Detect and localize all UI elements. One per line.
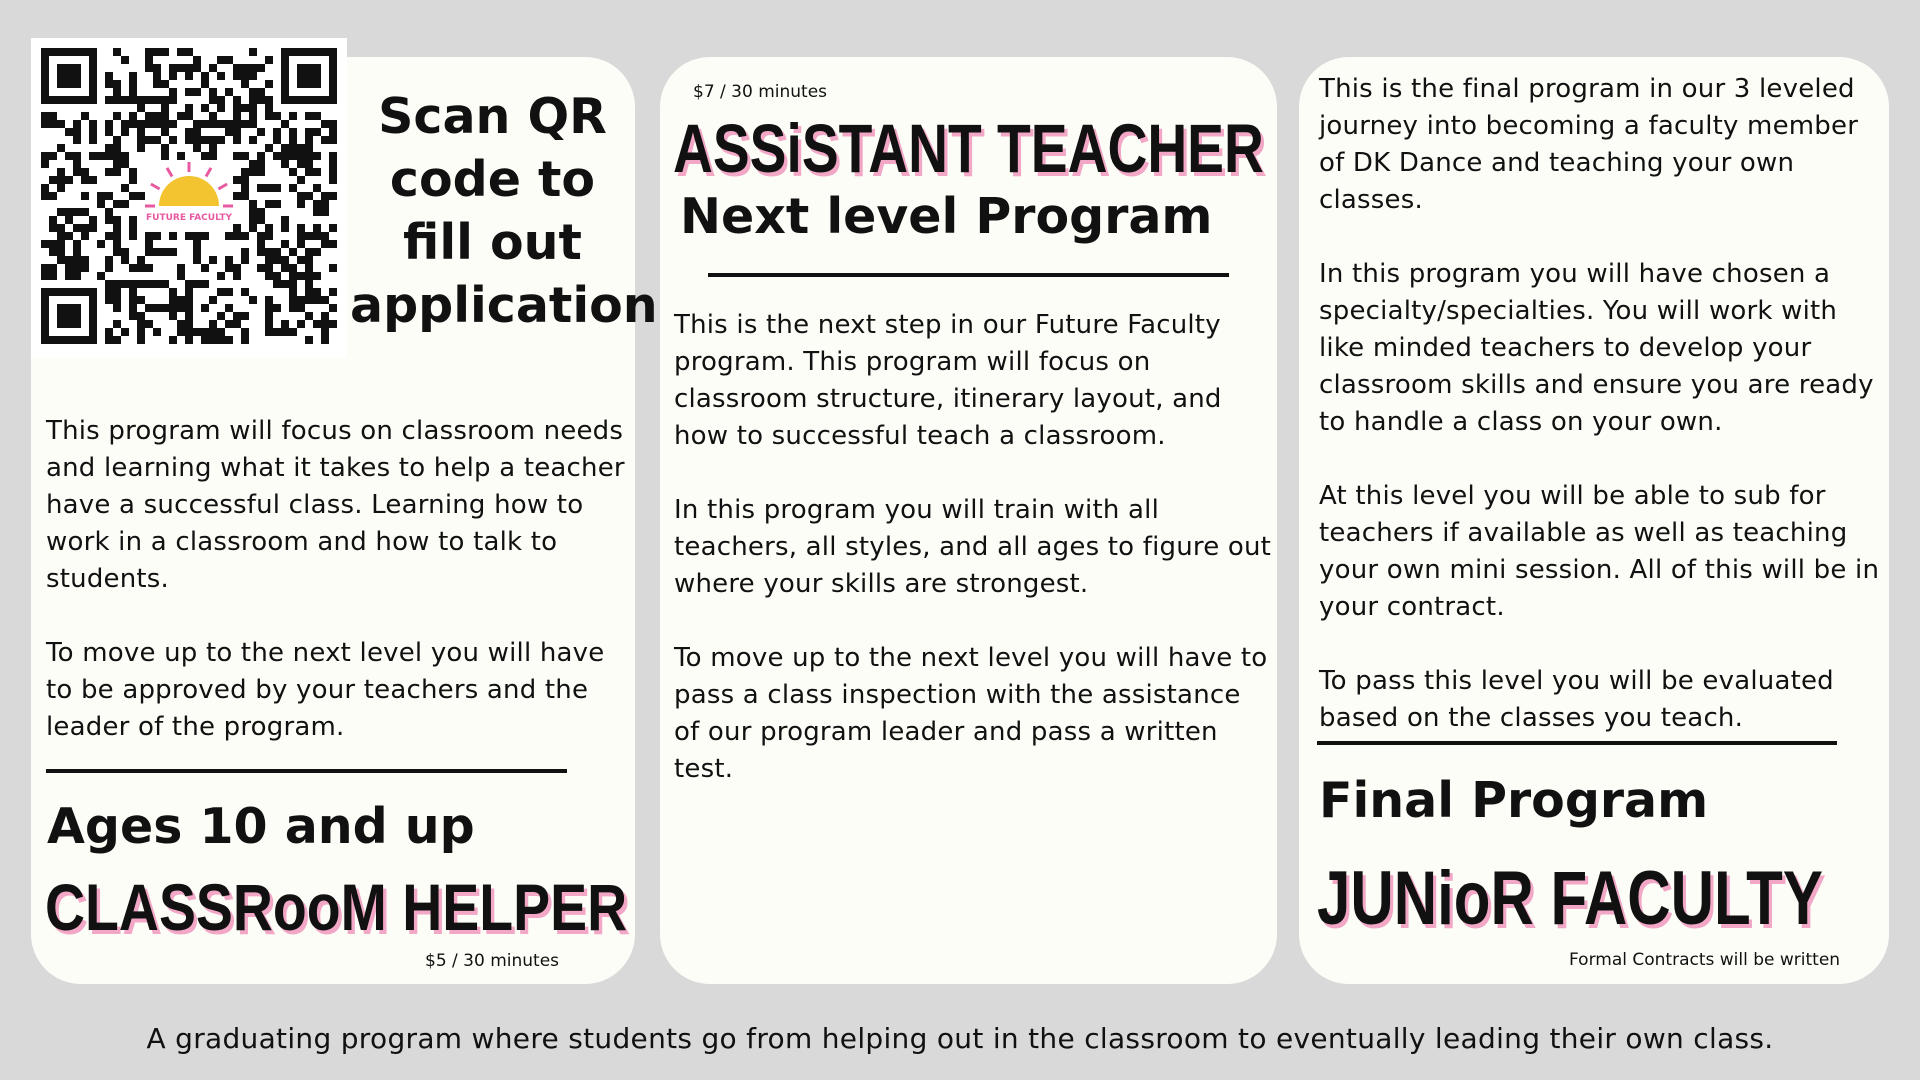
qr-code-icon	[41, 48, 337, 348]
divider	[1317, 741, 1837, 745]
final-program-subtitle: Final Program	[1319, 772, 1709, 829]
program-summary-footer: A graduating program where students go from helping out in the classroom to eventually leading their own class.	[146, 1022, 1774, 1055]
junior-faculty-description: This is the final program in our 3 leveled journey into becoming a faculty member of DK Dance and teaching your own classes. In this program you will have chosen a specialty/specialties. You will work with like minded teachers to develop your classroom skills and ensure you are ready to handle a class on your own. At this level you will be able to sub for teachers if available as well as teaching your own mini session. All of this will be in your contract. To pass this level you will be evaluated based on the classes you teach.	[1319, 74, 1880, 733]
classroom-helper-price: $5 / 30 minutes	[425, 951, 560, 971]
divider	[708, 273, 1229, 277]
assistant-teacher-description: This is the next step in our Future Faculty program. This program will focus on classroom structure, itinerary layout, and how to successful teach a classroom. In this program you will train with all teachers, all styles, and all ages to figure out where your skills are strongest. To move up to the next level you will have to pass a class inspection with the assistance of our program leader and pass a written test.	[674, 310, 1272, 784]
qr-instruction: Scan QR code to fill out application	[350, 88, 658, 334]
assistant-teacher-price: $7 / 30 minutes	[693, 82, 828, 102]
divider	[46, 769, 567, 773]
qr-code[interactable]	[31, 38, 347, 358]
assistant-teacher-title: ASSiSTANT TEACHER	[673, 110, 1264, 187]
classroom-helper-title: CLASSRooM HELPER	[45, 870, 628, 944]
junior-faculty-title: JUNioR FACULTY	[1317, 856, 1823, 941]
assistant-teacher-card	[660, 57, 1277, 984]
next-level-subtitle: Next level Program	[680, 188, 1213, 245]
qr-logo-text: FUTURE FACULTY	[145, 213, 233, 223]
age-requirement: Ages 10 and up	[47, 798, 475, 855]
contract-note: Formal Contracts will be written	[1569, 950, 1841, 970]
classroom-helper-description: This program will focus on classroom needs and learning what it takes to help a teacher have a successful class. Learning how to work in a classroom and how to talk to students. To move up to the next level you will have to be approved by your teachers and the leader of the program.	[46, 416, 625, 742]
junior-faculty-card	[1299, 57, 1889, 984]
